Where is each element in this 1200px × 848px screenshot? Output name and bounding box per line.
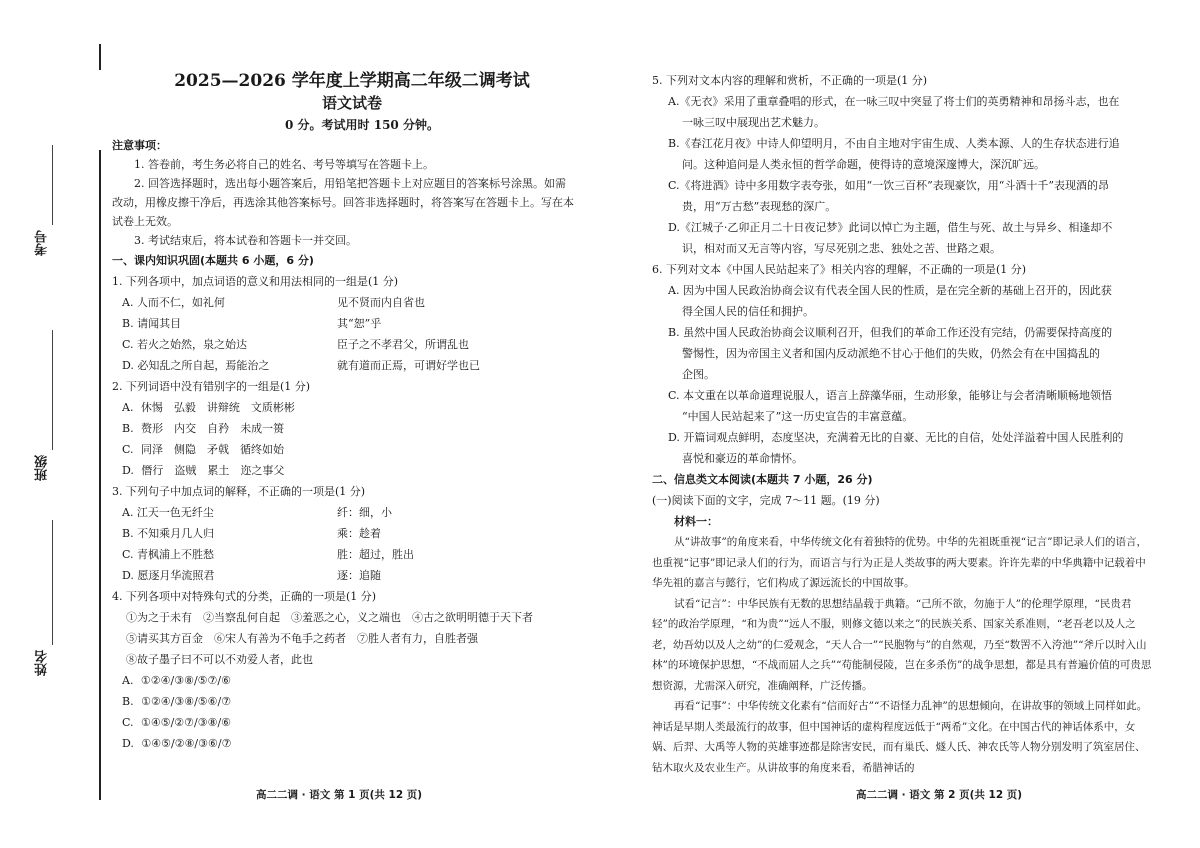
option-c-gloss: 胜：超过，胜出 — [337, 548, 414, 561]
option-d: D. ①④⑤/②⑧/③⑥/⑦ — [122, 737, 232, 750]
notice-block — [112, 136, 612, 250]
binding-rule — [99, 150, 101, 800]
option-row — [112, 313, 612, 334]
option-c: C. 本文重在以革命道理说服人，语言上辞藻华丽，生动形象，能够让与会者清晰顺畅地领悟 — [668, 389, 1113, 402]
question-5 — [652, 70, 1152, 259]
option-row — [112, 334, 612, 355]
section-1-head: 一、课内知识巩固(本题共 6 小题，6 分) — [112, 254, 314, 267]
notice-item-cont: 改动，用橡皮擦干净后，再选涂其他答案标号。回答非选择题时，将答案写在答题卡上。写在本 — [112, 196, 574, 209]
option-b: B. 虽然中国人民政治协商会议顺利召开，但我们的革命工作还没有完结，仍需要保持高度的 — [668, 326, 1113, 339]
option-row — [112, 544, 612, 565]
option-row — [112, 502, 612, 523]
notice-item: 2. 回答选择题时，选出每小题答案后，用铅笔把答题卡上对应题目的答案标号涂黑。如需 — [134, 177, 566, 190]
question-stem: 6. 下列对文本《中国人民站起来了》相关内容的理解，不正确的一项是(1 分) — [652, 263, 1027, 276]
option-b-cont: 问。这种追问是人类永恒的哲学命题，使得诗的意境深邃博大，深沉旷远。 — [682, 158, 1045, 171]
exam-number-label: 考号 — [35, 230, 50, 256]
question-3 — [112, 481, 612, 586]
option-b: B. 请闻其目 — [122, 317, 182, 330]
option-c-cont: 贵，用“万古愁”表现愁的深广。 — [682, 200, 837, 213]
option-c-pair: 臣子之不孝君父，所谓乱也 — [337, 338, 469, 351]
option-d: D. 僭行 盗贼 累土 迩之事父 — [122, 464, 285, 477]
question-4 — [112, 586, 612, 754]
question-6 — [652, 259, 1152, 469]
page-footer-1: 高二二调 · 语文 第 1 页(共 12 页) — [256, 789, 423, 801]
option-d: D. 必知乱之所自起，焉能治之 — [122, 359, 270, 372]
sentence-list: ⑤请买其方百金 ⑥宋人有善为不龟手之药者 ⑦胜人者有力，自胜者强 — [126, 632, 478, 645]
page-footer-2: 高二二调 · 语文 第 2 页(共 12 页) — [856, 789, 1023, 801]
option-b: B. 不知乘月几人归 — [122, 527, 215, 540]
material-paragraph: 再看“记事”：中华传统文化素有“信而好古”“不语怪力乱神”的思想倾向，在讲故事的领域上同样如此。神话是早期人类最流行的故事，但中国神话的虚构程度远低于“两希”文化。在中国古代的神话体系中，女娲、后羿、大禹等人物的英雄事迹都是除害安民，而有巢氏、燧人氏、神农氏等人物分别发明了筑室居住、钻木取火及农业生产。从讲故事的角度来看，希腊神话的 — [652, 700, 1148, 774]
binding-rule-top — [99, 44, 101, 70]
option-c-cont: “中国人民站起来了”这一历史宣告的丰富意蕴。 — [682, 410, 914, 423]
option-a-cont: 得全国人民的信任和拥护。 — [682, 305, 814, 318]
option-b-gloss: 乘：趁着 — [337, 527, 381, 540]
name-label: 姓名 — [35, 650, 50, 676]
section-2-head: 二、信息类文本阅读(本题共 7 小题，26 分) — [652, 473, 873, 486]
option-b: B.《春江花月夜》中诗人仰望明月，不由自主地对宇宙生成、人类本源、人的生存状态进行追 — [668, 137, 1120, 150]
exam-subtitle: 语文试卷 — [321, 94, 382, 112]
option-d-cont: 识，相对而又无言等内容，写尽死别之悲、独处之苦、世路之艰。 — [682, 242, 1001, 255]
question-stem: 5. 下列对文本内容的理解和赏析，不正确的一项是(1 分) — [652, 74, 928, 87]
material-paragraph: 试看“记言”：中华民族有无数的思想结晶载于典籍。“己所不欲，勿施于人”的伦理学原理，“民贵君轻”的政治学原理，“和为贵”“远人不服，则修文德以来之”的民族关系、国家关系准则，“老吾老以及人之老，幼吾幼以及人之幼”的仁爱观念，“天人合一”“民胞物与”的自然观，乃至“数罟不入洿池”“斧斤以时入山林”的环境保护思想，“不战而屈人之兵”“苟能制侵陵，岂在多杀伤”的战争思想，都是具有普遍价值的可贵思想资源，尤需深入研究，准确阐释，广泛传播。 — [652, 597, 1152, 692]
class-line — [52, 330, 53, 450]
option-c: C. 青枫浦上不胜愁 — [122, 548, 215, 561]
option-row — [112, 523, 612, 544]
option-d: D.《江城子·乙卯正月二十日夜记梦》此词以悼亡为主题，借生与死、故土与异乡、相逢却不 — [668, 221, 1113, 234]
question-1 — [112, 271, 612, 376]
class-label: 班级 — [35, 455, 50, 481]
exam-number-line — [52, 145, 53, 225]
material-paragraph: 从“讲故事”的角度来看，中华传统文化有着独特的优势。中华的先祖既重视“记言”即记录人们的语言，也重视“记事”即记录人们的行为，而语言与行为正是人类故事的两大要素。许许先辈的中华典籍中记载着中华先祖的嘉言与懿行，它们构成了源远流长的中国故事。 — [652, 536, 1147, 589]
option-a: A. 江天一色无纤尘 — [122, 506, 214, 519]
material-title: 材料一： — [674, 515, 718, 528]
option-d: D. 开篇词观点鲜明，态度坚决，充满着无比的自豪、无比的自信，处处洋溢着中国人民胜利的 — [668, 431, 1124, 444]
option-a-pair: 见不贤而内自省也 — [337, 296, 425, 309]
option-b: B. ①②④/③⑧/⑤⑥/⑦ — [122, 695, 232, 708]
option-d-pair: 就有道而正焉，可谓好学也已 — [337, 359, 480, 372]
notice-head: 注意事项： — [112, 139, 167, 152]
reading-instruction: (一)阅读下面的文字，完成 7～11 题。(19 分) — [652, 494, 880, 507]
binding-margin — [0, 0, 100, 848]
notice-item: 3. 考试结束后，将本试卷和答题卡一并交回。 — [134, 234, 357, 247]
option-row — [112, 292, 612, 313]
option-a: A.《无衣》采用了重章叠唱的形式，在一咏三叹中突显了将士们的英勇精神和昂扬斗志，也在 — [668, 95, 1120, 108]
sentence-list: ①为之于未有 ②当察乱何自起 ③羞恶之心，义之端也 ④古之欲明明德于天下者 — [126, 611, 533, 624]
name-line — [52, 520, 53, 645]
question-stem: 2. 下列词语中没有错别字的一组是(1 分) — [112, 380, 311, 393]
sentence-list: ⑧故子墨子曰不可以不劝爱人者，此也 — [126, 653, 313, 666]
page-2-column — [652, 70, 1152, 774]
option-d-cont: 喜悦和豪迈的革命情怀。 — [682, 452, 803, 465]
exam-title: 2025—2026 学年度上学期高二年级二调考试 — [174, 71, 530, 91]
option-row — [112, 355, 612, 376]
question-stem: 4. 下列各项中对特殊句式的分类，正确的一项是(1 分) — [112, 590, 377, 603]
question-stem: 1. 下列各项中，加点词语的意义和用法相同的一组是(1 分) — [112, 275, 399, 288]
option-b-pair: 其“恕”乎 — [337, 317, 382, 330]
option-a: A. ①②④/③⑧/⑤⑦/⑥ — [122, 674, 231, 687]
option-a: A. 人而不仁，如礼何 — [122, 296, 225, 309]
option-c: C.《将进酒》诗中多用数字表夸张，如用“一饮三百杯”表现豪饮，用“斗酒十千”表现酒的昂 — [668, 179, 1110, 192]
option-d: D. 愿逐月华流照君 — [122, 569, 215, 582]
option-a-cont: 一咏三叹中展现出艺术魅力。 — [682, 116, 825, 129]
notice-item-cont: 试卷上无效。 — [112, 215, 178, 228]
option-row — [112, 565, 612, 586]
option-c: C. 同泽 侧隐 矛戟 循终如始 — [122, 443, 285, 456]
option-c: C. 若火之始然，泉之始达 — [122, 338, 248, 351]
option-a: A. 休惕 弘毅 讲辩统 文质彬彬 — [122, 401, 295, 414]
option-c: C. ①④⑤/②⑦/③⑧/⑥ — [122, 716, 232, 729]
option-b: B. 赘形 内交 自矜 未成一篑 — [122, 422, 285, 435]
option-d-gloss: 逐：追随 — [337, 569, 381, 582]
score-line: 0 分。考试用时 150 分钟。 — [285, 118, 439, 132]
page-1-column — [112, 70, 612, 754]
notice-item: 1. 答卷前，考生务必将自己的姓名、考号等填写在答题卡上。 — [134, 158, 434, 171]
option-a-gloss: 纤：细，小 — [337, 506, 392, 519]
option-a: A. 因为中国人民政治协商会议有代表全国人民的性质，是在完全新的基础上召开的，因此获 — [668, 284, 1112, 297]
question-2 — [112, 376, 612, 481]
option-b-cont: 警惕性，因为帝国主义者和国内反动派绝不甘心于他们的失败，仍然会有在中国捣乱的 — [682, 347, 1100, 360]
question-stem: 3. 下列句子中加点词的解释，不正确的一项是(1 分) — [112, 485, 366, 498]
option-b-cont: 企图。 — [682, 368, 715, 381]
